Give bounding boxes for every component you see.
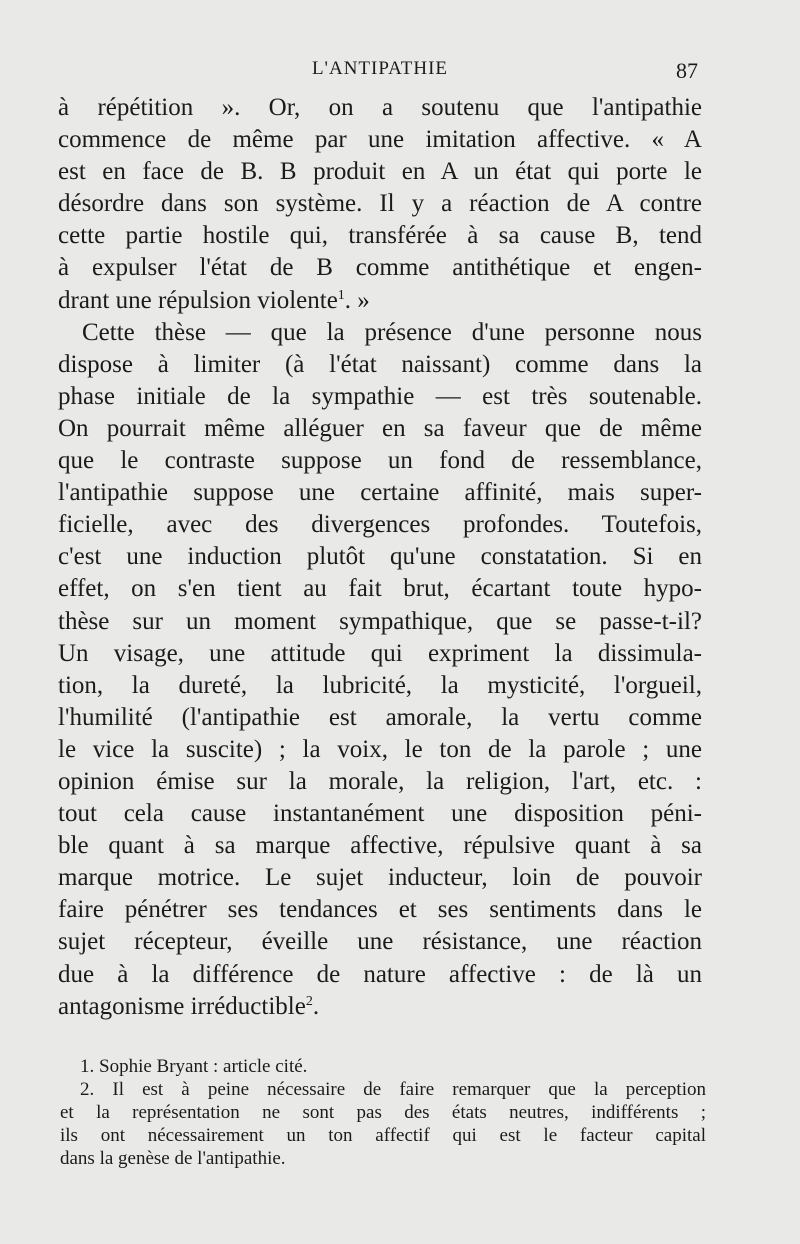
text-line: Un visage, une attitude qui expriment la dissimula- [58, 639, 702, 667]
text-line: à expulser l'état de B comme antithétique et engen- [58, 254, 702, 282]
text-line: dispose à limiter (à l'état naissant) comme dans la [58, 350, 702, 378]
text-line: cette partie hostile qui, transférée à sa cause B, tend [58, 222, 702, 250]
text-line: c'est une induction plutôt qu'une constatation. Si en [58, 543, 702, 571]
page-header [60, 58, 700, 84]
text-line: désordre dans son système. Il y a réaction de A contre [58, 190, 702, 218]
text-segment: antagonisme irréductible [58, 992, 306, 1020]
running-title: L'ANTIPATHIE [311, 58, 449, 79]
footnote-2-line: et la représentation ne sont pas des états neutres, indifférents ; [60, 1102, 706, 1123]
text-line: est en face de B. B produit en A un état qui porte le [58, 158, 702, 186]
text-line: commence de même par une imitation affective. « A [58, 126, 702, 154]
text-line [58, 991, 702, 1023]
text-line: sujet récepteur, éveille une résistance, une réaction [58, 928, 702, 956]
footnote-1: 1. Sophie Bryant : article cité. [80, 1056, 308, 1077]
text-segment: . » [344, 286, 370, 314]
text-line: tion, la dureté, la lubricité, la mysticité, l'orgueil, [58, 671, 702, 699]
text-line [58, 285, 702, 317]
text-line: tout cela cause instantanément une disposition péni- [58, 800, 702, 828]
text-line: ble quant à sa marque affective, répulsive quant à sa [58, 832, 702, 860]
footnote-2-line: dans la genèse de l'antipathie. [60, 1148, 286, 1169]
footnote-2-line: 2. Il est à peine nécessaire de faire remarquer que la perception [80, 1079, 706, 1100]
text-line: effet, on s'en tient au fait brut, écartant toute hypo- [58, 575, 702, 603]
page-number: 87 [676, 58, 698, 83]
footnote-ref-2[interactable]: 2 [305, 993, 313, 1009]
text-line: opinion émise sur la morale, la religion, l'art, etc. : [58, 767, 702, 795]
footnote-ref-1[interactable]: 1 [337, 287, 345, 303]
text-line: l'humilité (l'antipathie est amorale, la vertu comme [58, 703, 702, 731]
body-text [58, 92, 702, 1023]
text-line: l'antipathie suppose une certaine affinité, mais super- [58, 479, 702, 507]
text-line: ficielle, avec des divergences profondes. Toutefois, [58, 511, 702, 539]
footnote-2-line: ils ont nécessairement un ton affectif qui est le facteur capital [60, 1125, 706, 1146]
text-segment: . [312, 992, 320, 1020]
text-line: que le contraste suppose un fond de ressemblance, [58, 447, 702, 475]
footnotes [60, 1055, 706, 1170]
text-line: à répétition ». Or, on a soutenu que l'antipathie [58, 94, 702, 121]
text-line: marque motrice. Le sujet inducteur, loin de pouvoir [58, 864, 702, 892]
text-line: le vice la suscite) ; la voix, le ton de la parole ; une [58, 735, 702, 763]
text-line: due à la différence de nature affective : de là un [58, 960, 702, 988]
text-segment: drant une répulsion violente [58, 286, 338, 314]
text-line: faire pénétrer ses tendances et ses sentiments dans le [58, 896, 702, 924]
text-line: thèse sur un moment sympathique, que se passe-t-il? [58, 607, 702, 635]
text-line: phase initiale de la sympathie — est très soutenable. [58, 382, 702, 410]
text-line: Cette thèse — que la présence d'une personne nous [82, 318, 702, 346]
text-line: On pourrait même alléguer en sa faveur que de même [58, 414, 702, 442]
